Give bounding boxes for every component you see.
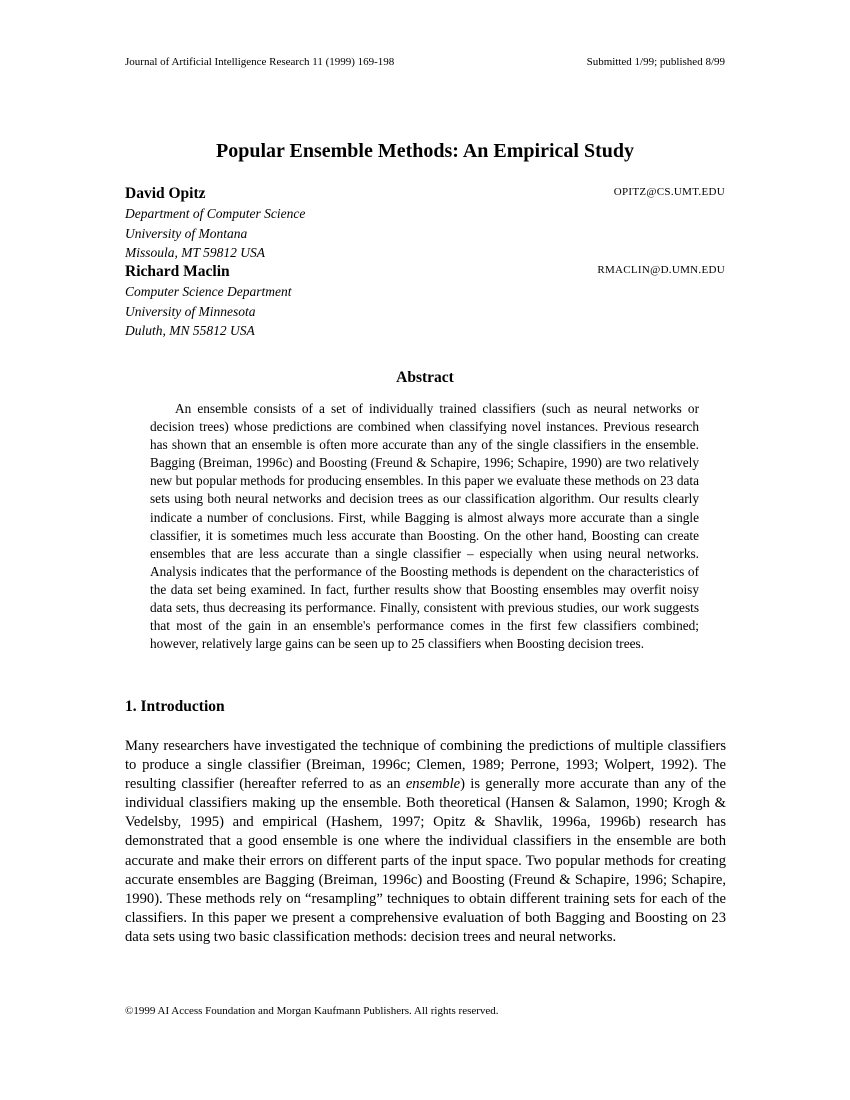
author-name: David Opitz [125, 185, 206, 202]
intro-text: ) is generally more accurate than any of the individual classifiers making up the ensemble. Both theoretical (Hansen & Salamon, 1990; Krogh & Vedelsby, 1995) and empirical (Hashem, 1997; Opitz & Shavlik, 1996a, 1996b) research has demonstrated that a good ensemble is one where the individual classifiers in the ensemble are both accurate and make their errors on different parts of the input space. Two popular methods for creating accurate ensembles are Bagging (Breiman, 1996c) and Boosting (Freund & Schapire, 1996; Schapire, 1990). These methods rely on “resampling” techniques to obtain different training sets for each of the classifiers. In this paper we present a comprehensive evaluation of both Bagging and Boosting on 23 data sets using two basic classification methods: decision trees and neural networks. [125, 776, 726, 945]
author-affiliation-line: Computer Science Department [125, 284, 292, 299]
intro-text: Many researchers have investigated the technique of combining the predictions of multiple classifiers to produce a single classifier (Breiman, 1996c; Clemen, 1989; Perrone, 1993; Wolpert, 1992). The resulting classifier (hereafter referred to as an [125, 738, 726, 793]
author-affiliation-line: University of Montana [125, 225, 248, 241]
abstract-text: An ensemble consists of a set of individually trained classifiers (such as neural networks or decision trees) whose predictions are combined when classifying novel instances. Previous research has shown that an ensemble is often more accurate than any of the single classifiers in the ensemble. Bagging (Breiman, 1996c) and Boosting (Freund & Schapire, 1996; Schapire, 1990) are two relatively new but popular methods for producing ensembles. In this paper we evaluate these methods on 23 data sets using both neural networks and decision trees as our classification algorithm. Our results clearly indicate a number of conclusions. First, while Bagging is almost always more accurate than a single classifier, it is sometimes much less accurate than Boosting. On the other hand, Boosting can create ensembles that are less accurate than a single classifier – especially when using neural networks. Analysis indicates that the performance of the Boosting methods is dependent on the characteristics of the data set being examined. In fact, further results show that Boosting ensembles may overfit noisy data sets, thus decreasing its performance. Finally, consistent with previous studies, our work suggests that most of the gain in an ensemble's performance comes in the first few classifiers combined; however, relatively large gains can be seen up to 25 classifiers when Boosting decision trees. [150, 401, 699, 652]
intro-emphasis: ensemble [405, 776, 461, 793]
section-heading: 1. Introduction [125, 698, 225, 715]
author-affiliation-line: University of Minnesota [125, 303, 256, 319]
author-email: OPITZ@CS.UMT.EDU [613, 186, 725, 198]
paper-title: Popular Ensemble Methods: An Empirical Study [215, 140, 635, 162]
author-name: Richard Maclin [125, 263, 230, 280]
author-block [125, 262, 725, 341]
introduction-paragraph [125, 737, 726, 947]
author-affiliation-line: Duluth, MN 55812 USA [125, 323, 255, 338]
author-block [125, 184, 725, 263]
author-email: RMACLIN@D.UMN.EDU [597, 264, 725, 276]
copyright-footer: ©1999 AI Access Foundation and Morgan Kaufmann Publishers. All rights reserved. [125, 1005, 499, 1017]
author-affiliation-line: Missoula, MT 59812 USA [125, 245, 266, 260]
author-affiliation-line: Department of Computer Science [125, 206, 306, 221]
submission-info: Submitted 1/99; published 8/99 [586, 56, 725, 68]
journal-header: Journal of Artificial Intelligence Research 11 (1999) 169-198 [125, 56, 395, 68]
abstract-heading: Abstract [396, 369, 454, 386]
